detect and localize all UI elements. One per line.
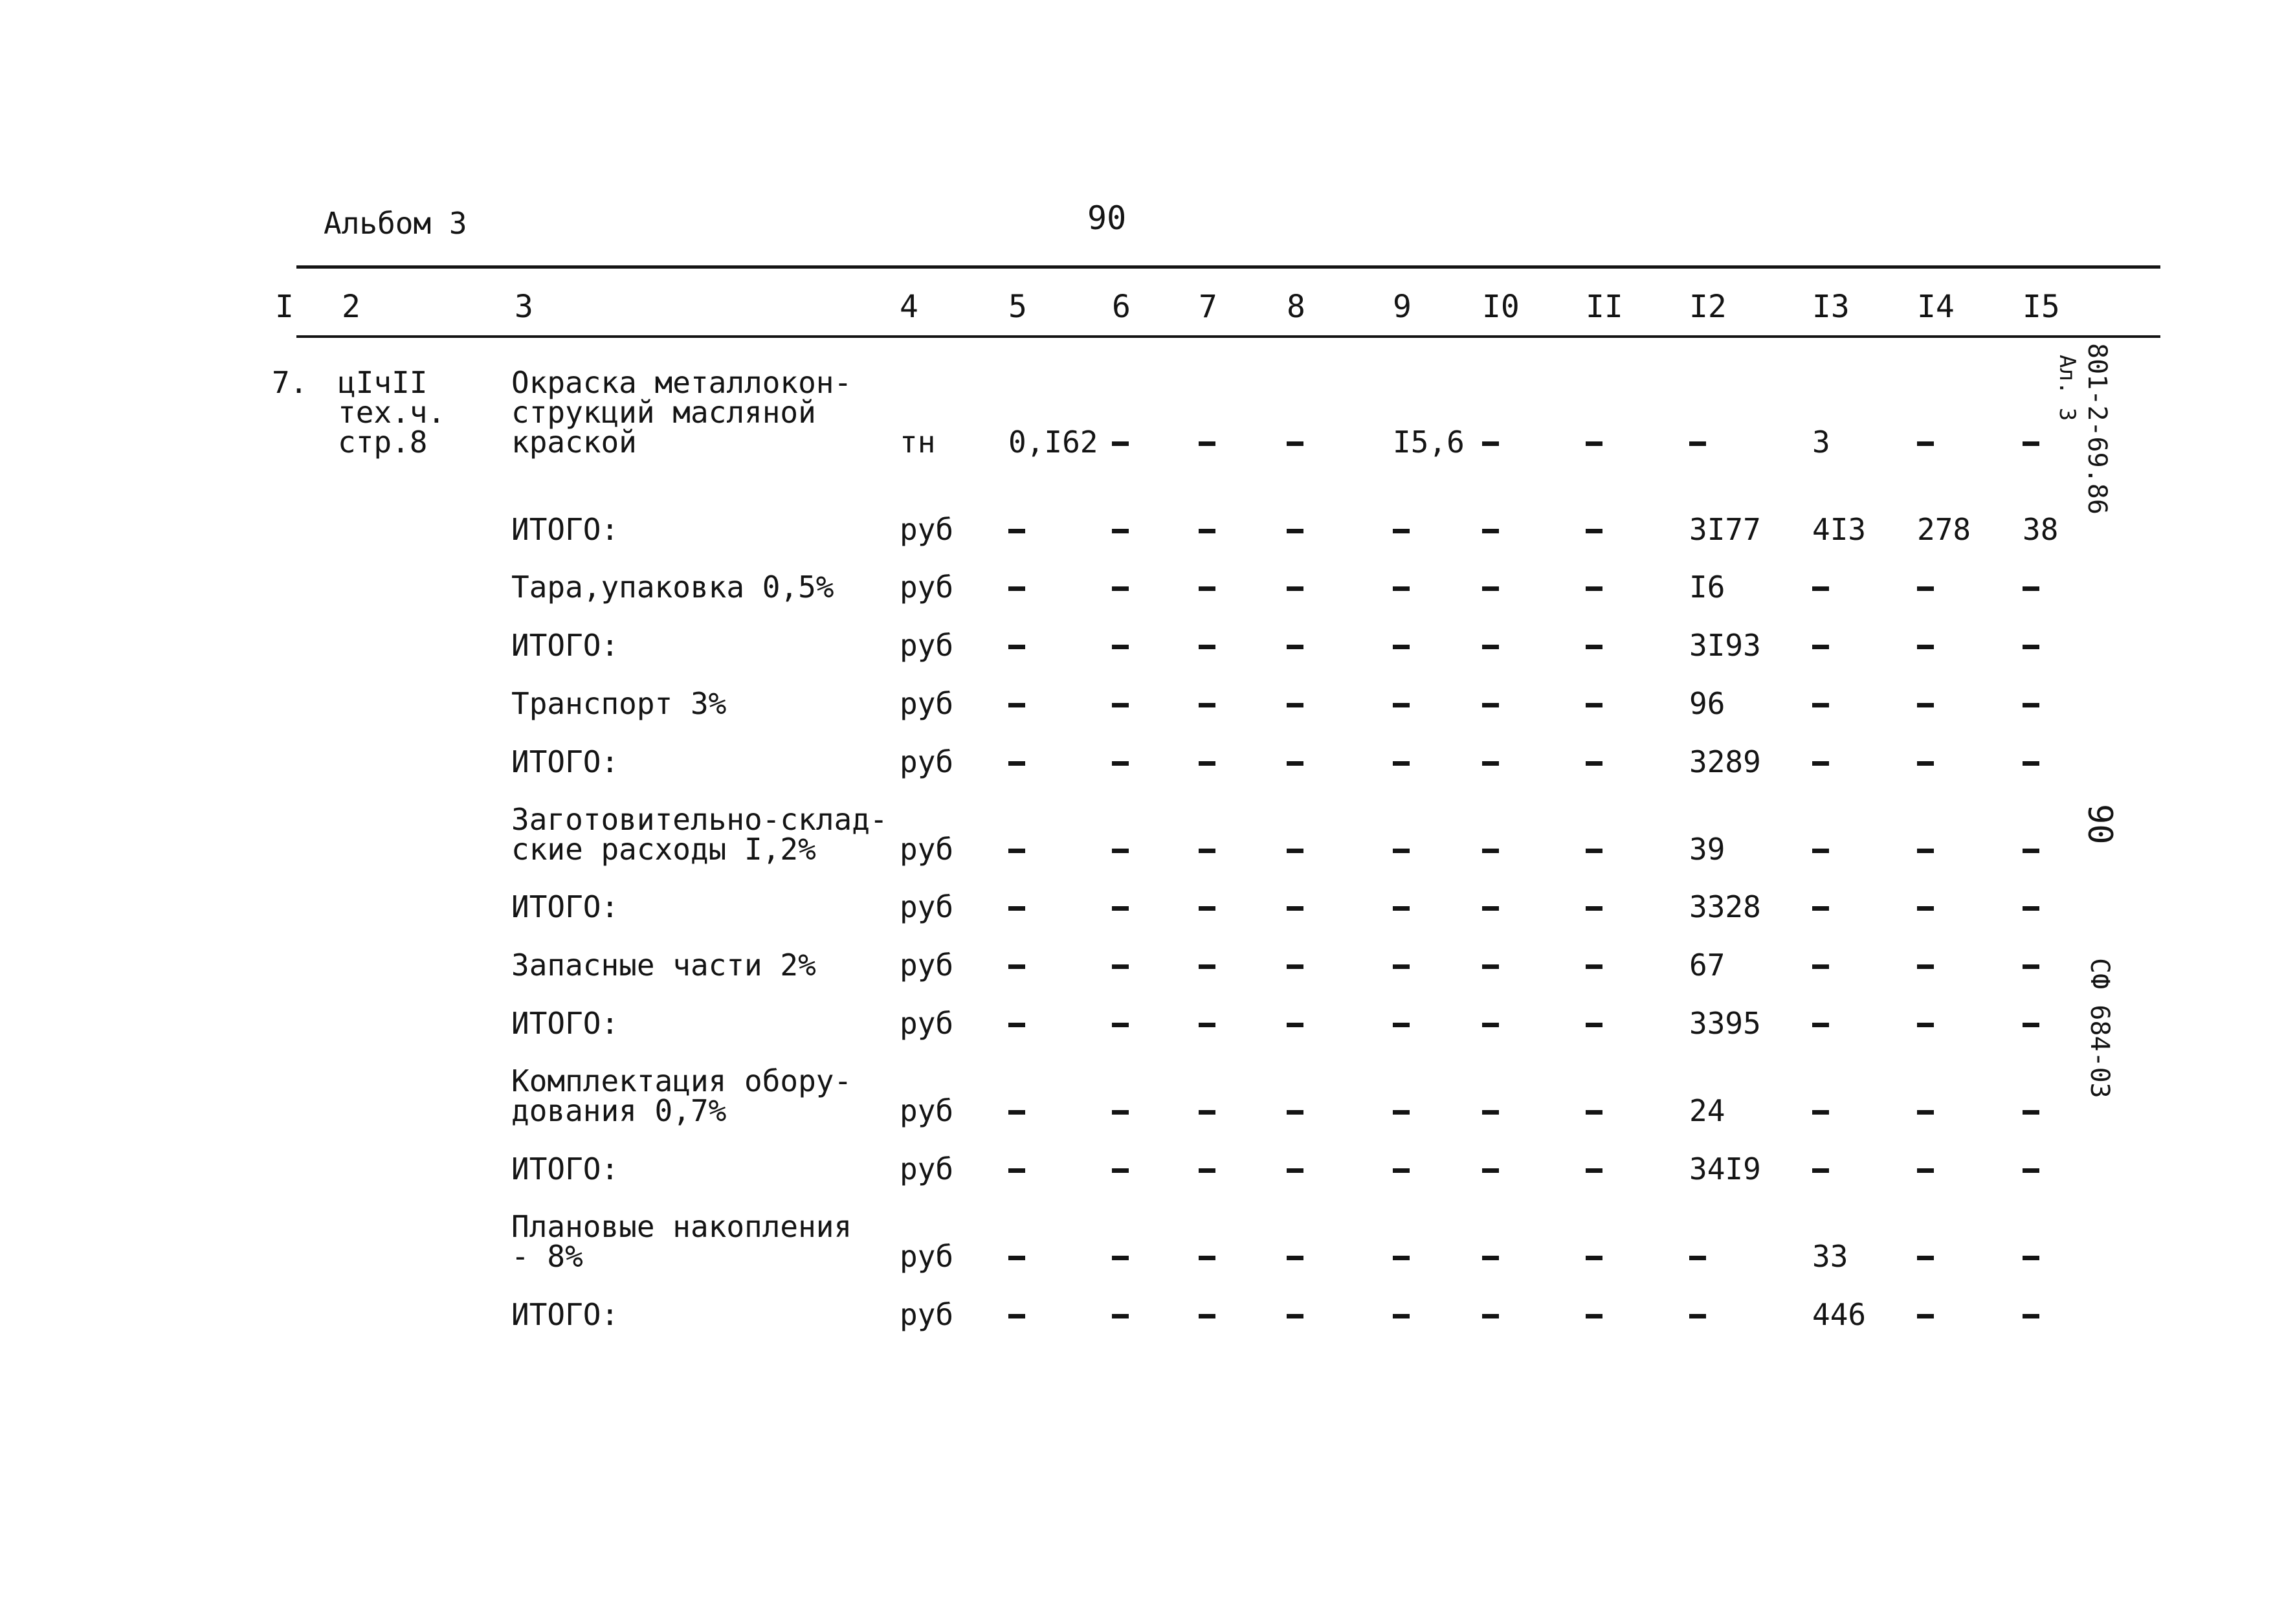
empty-dash bbox=[1917, 964, 1934, 969]
row-name-line: струкций масляной bbox=[511, 395, 816, 430]
row-unit: руб bbox=[900, 832, 954, 867]
empty-dash bbox=[1482, 849, 1499, 853]
empty-dash bbox=[1393, 761, 1410, 766]
row-value: 3I77 bbox=[1689, 512, 1761, 547]
row-unit: руб bbox=[900, 1297, 954, 1332]
empty-dash bbox=[1482, 1314, 1499, 1318]
column-number: 2 bbox=[342, 289, 360, 325]
empty-dash bbox=[1586, 703, 1602, 707]
empty-dash bbox=[1917, 1110, 1934, 1115]
empty-dash bbox=[1287, 1168, 1303, 1173]
empty-dash bbox=[1287, 906, 1303, 911]
empty-dash bbox=[1008, 1256, 1025, 1260]
empty-dash bbox=[1199, 849, 1215, 853]
empty-dash bbox=[1917, 441, 1934, 446]
row-name-line: краской bbox=[511, 425, 637, 460]
empty-dash bbox=[1917, 1168, 1934, 1173]
empty-dash bbox=[1812, 586, 1829, 591]
empty-dash bbox=[1008, 849, 1025, 853]
empty-dash bbox=[1199, 1256, 1215, 1260]
empty-dash bbox=[1812, 1168, 1829, 1173]
empty-dash bbox=[1008, 1168, 1025, 1173]
empty-dash bbox=[1482, 529, 1499, 533]
empty-dash bbox=[1393, 1168, 1410, 1173]
empty-dash bbox=[1482, 964, 1499, 969]
item-reference-line: тех.ч. bbox=[338, 395, 446, 430]
empty-dash bbox=[1812, 964, 1829, 969]
column-number: 3 bbox=[515, 289, 533, 325]
row-unit: руб bbox=[900, 1093, 954, 1128]
empty-dash bbox=[1112, 441, 1129, 446]
row-name-line: Тара,упаковка 0,5% bbox=[511, 570, 834, 605]
row-value: 446 bbox=[1812, 1297, 1867, 1332]
row-value: 0,I62 bbox=[1008, 425, 1098, 460]
empty-dash bbox=[1482, 441, 1499, 446]
empty-dash bbox=[1112, 964, 1129, 969]
empty-dash bbox=[1008, 586, 1025, 591]
empty-dash bbox=[1287, 761, 1303, 766]
row-unit: руб bbox=[900, 1006, 954, 1041]
empty-dash bbox=[1812, 1023, 1829, 1027]
empty-dash bbox=[1586, 1168, 1602, 1173]
empty-dash bbox=[1586, 964, 1602, 969]
column-number: I0 bbox=[1482, 289, 1520, 325]
row-unit: руб bbox=[900, 1239, 954, 1274]
empty-dash bbox=[1917, 586, 1934, 591]
empty-dash bbox=[1287, 441, 1303, 446]
empty-dash bbox=[1586, 761, 1602, 766]
side-series-code: 801-2-69.86 bbox=[2082, 343, 2112, 515]
empty-dash bbox=[1199, 645, 1215, 649]
empty-dash bbox=[1482, 703, 1499, 707]
empty-dash bbox=[1287, 1256, 1303, 1260]
empty-dash bbox=[1112, 761, 1129, 766]
row-name-line: ИТОГО: bbox=[511, 744, 619, 779]
empty-dash bbox=[1917, 849, 1934, 853]
empty-dash bbox=[1112, 703, 1129, 707]
empty-dash bbox=[1112, 906, 1129, 911]
empty-dash bbox=[1393, 1023, 1410, 1027]
empty-dash bbox=[1112, 849, 1129, 853]
row-value: 38 bbox=[2023, 512, 2059, 547]
empty-dash bbox=[1199, 529, 1215, 533]
row-name-line: ИТОГО: bbox=[511, 512, 619, 547]
empty-dash bbox=[1812, 645, 1829, 649]
row-name-line: Комплектация обору- bbox=[511, 1063, 852, 1098]
row-value: I6 bbox=[1689, 570, 1725, 605]
empty-dash bbox=[1199, 703, 1215, 707]
empty-dash bbox=[1482, 1023, 1499, 1027]
empty-dash bbox=[1112, 1168, 1129, 1173]
row-unit: руб bbox=[900, 628, 954, 663]
empty-dash bbox=[1482, 1110, 1499, 1115]
empty-dash bbox=[1008, 1314, 1025, 1318]
empty-dash bbox=[2023, 761, 2039, 766]
row-name-line: Заготовительно-склад- bbox=[511, 802, 888, 837]
row-name-line: Плановые накопления bbox=[511, 1209, 852, 1244]
row-value: 34I9 bbox=[1689, 1151, 1761, 1186]
empty-dash bbox=[1812, 703, 1829, 707]
empty-dash bbox=[1393, 703, 1410, 707]
row-value: 3395 bbox=[1689, 1006, 1761, 1041]
empty-dash bbox=[1112, 529, 1129, 533]
empty-dash bbox=[1287, 964, 1303, 969]
row-name-line: ские расходы I,2% bbox=[511, 832, 816, 867]
empty-dash bbox=[2023, 645, 2039, 649]
column-number: I3 bbox=[1812, 289, 1850, 325]
empty-dash bbox=[1482, 1168, 1499, 1173]
row-value: 39 bbox=[1689, 832, 1725, 867]
row-name-line: - 8% bbox=[511, 1239, 583, 1274]
row-value: 3289 bbox=[1689, 744, 1761, 779]
row-value: 3328 bbox=[1689, 889, 1761, 924]
empty-dash bbox=[1287, 529, 1303, 533]
item-reference-line: цIчII bbox=[338, 365, 428, 400]
empty-dash bbox=[1199, 761, 1215, 766]
empty-dash bbox=[1112, 1110, 1129, 1115]
column-number: I2 bbox=[1689, 289, 1727, 325]
empty-dash bbox=[1917, 1023, 1934, 1027]
row-unit: руб bbox=[900, 686, 954, 721]
empty-dash bbox=[1482, 761, 1499, 766]
empty-dash bbox=[1393, 645, 1410, 649]
empty-dash bbox=[1812, 761, 1829, 766]
empty-dash bbox=[1917, 645, 1934, 649]
empty-dash bbox=[1287, 1314, 1303, 1318]
empty-dash bbox=[1812, 849, 1829, 853]
empty-dash bbox=[1393, 1314, 1410, 1318]
empty-dash bbox=[1287, 586, 1303, 591]
empty-dash bbox=[1199, 906, 1215, 911]
row-unit: руб bbox=[900, 948, 954, 983]
empty-dash bbox=[2023, 586, 2039, 591]
empty-dash bbox=[2023, 906, 2039, 911]
empty-dash bbox=[1287, 1023, 1303, 1027]
empty-dash bbox=[1482, 586, 1499, 591]
column-number: I4 bbox=[1917, 289, 1955, 325]
column-number: I5 bbox=[2023, 289, 2060, 325]
column-number: 6 bbox=[1112, 289, 1131, 325]
page-number: 90 bbox=[1087, 199, 1127, 237]
album-label: Альбом 3 bbox=[324, 206, 467, 241]
empty-dash bbox=[1393, 1110, 1410, 1115]
row-name-line: ИТОГО: bbox=[511, 1297, 619, 1332]
empty-dash bbox=[1917, 703, 1934, 707]
row-value: 3 bbox=[1812, 425, 1830, 460]
empty-dash bbox=[1199, 586, 1215, 591]
empty-dash bbox=[1586, 906, 1602, 911]
column-number: 5 bbox=[1008, 289, 1027, 325]
empty-dash bbox=[2023, 1168, 2039, 1173]
empty-dash bbox=[1689, 441, 1706, 446]
empty-dash bbox=[1287, 849, 1303, 853]
empty-dash bbox=[1008, 1023, 1025, 1027]
row-unit: руб bbox=[900, 512, 954, 547]
empty-dash bbox=[1287, 703, 1303, 707]
empty-dash bbox=[1112, 586, 1129, 591]
empty-dash bbox=[1482, 906, 1499, 911]
empty-dash bbox=[1482, 1256, 1499, 1260]
empty-dash bbox=[2023, 964, 2039, 969]
row-name-line: ИТОГО: bbox=[511, 628, 619, 663]
side-album-ref: Ал. 3 bbox=[2054, 355, 2080, 421]
row-unit: руб bbox=[900, 744, 954, 779]
empty-dash bbox=[1586, 441, 1602, 446]
row-value: 278 bbox=[1917, 512, 1971, 547]
empty-dash bbox=[1917, 761, 1934, 766]
empty-dash bbox=[1112, 1314, 1129, 1318]
empty-dash bbox=[2023, 441, 2039, 446]
item-reference-line: стр.8 bbox=[338, 425, 428, 460]
empty-dash bbox=[1199, 1168, 1215, 1173]
empty-dash bbox=[1393, 586, 1410, 591]
row-value: I5,6 bbox=[1393, 425, 1465, 460]
empty-dash bbox=[1008, 703, 1025, 707]
column-number: 8 bbox=[1287, 289, 1305, 325]
row-unit: руб bbox=[900, 889, 954, 924]
table-top-rule bbox=[296, 265, 2160, 269]
row-name-line: ИТОГО: bbox=[511, 1151, 619, 1186]
empty-dash bbox=[1393, 906, 1410, 911]
empty-dash bbox=[1393, 1256, 1410, 1260]
empty-dash bbox=[1199, 1023, 1215, 1027]
empty-dash bbox=[1393, 964, 1410, 969]
empty-dash bbox=[1586, 849, 1602, 853]
row-name-line: Запасные части 2% bbox=[511, 948, 816, 983]
header-bottom-rule bbox=[296, 335, 2160, 338]
empty-dash bbox=[2023, 1023, 2039, 1027]
empty-dash bbox=[1008, 645, 1025, 649]
row-name-line: ИТОГО: bbox=[511, 1006, 619, 1041]
empty-dash bbox=[1008, 529, 1025, 533]
empty-dash bbox=[2023, 849, 2039, 853]
row-unit: руб bbox=[900, 1151, 954, 1186]
empty-dash bbox=[1689, 1314, 1706, 1318]
empty-dash bbox=[1112, 1023, 1129, 1027]
empty-dash bbox=[1008, 761, 1025, 766]
empty-dash bbox=[1199, 441, 1215, 446]
empty-dash bbox=[1287, 1110, 1303, 1115]
empty-dash bbox=[1393, 529, 1410, 533]
column-number: I bbox=[275, 289, 294, 325]
empty-dash bbox=[1917, 1314, 1934, 1318]
row-unit: руб bbox=[900, 570, 954, 605]
column-number: 7 bbox=[1199, 289, 1217, 325]
empty-dash bbox=[1008, 906, 1025, 911]
empty-dash bbox=[1812, 906, 1829, 911]
empty-dash bbox=[2023, 1314, 2039, 1318]
row-name-line: ИТОГО: bbox=[511, 889, 619, 924]
empty-dash bbox=[1008, 964, 1025, 969]
empty-dash bbox=[1917, 1256, 1934, 1260]
empty-dash bbox=[1917, 906, 1934, 911]
row-name-line: Окраска металлокон- bbox=[511, 365, 852, 400]
empty-dash bbox=[2023, 1256, 2039, 1260]
row-value: 4I3 bbox=[1812, 512, 1867, 547]
empty-dash bbox=[1689, 1256, 1706, 1260]
empty-dash bbox=[1112, 1256, 1129, 1260]
item-number: 7. bbox=[272, 365, 308, 400]
side-document-code: СФ 684-03 bbox=[2085, 958, 2114, 1098]
empty-dash bbox=[1586, 1314, 1602, 1318]
empty-dash bbox=[1586, 645, 1602, 649]
column-number: 4 bbox=[900, 289, 918, 325]
empty-dash bbox=[1586, 1256, 1602, 1260]
empty-dash bbox=[2023, 703, 2039, 707]
empty-dash bbox=[1112, 645, 1129, 649]
empty-dash bbox=[1199, 1314, 1215, 1318]
empty-dash bbox=[1586, 1110, 1602, 1115]
row-name-line: дования 0,7% bbox=[511, 1093, 727, 1128]
row-name-line: Транспорт 3% bbox=[511, 686, 727, 721]
empty-dash bbox=[1482, 645, 1499, 649]
empty-dash bbox=[1393, 849, 1410, 853]
empty-dash bbox=[1199, 964, 1215, 969]
side-page-number: 90 bbox=[2080, 804, 2119, 845]
empty-dash bbox=[1586, 1023, 1602, 1027]
row-unit: тн bbox=[900, 425, 936, 460]
row-value: 3I93 bbox=[1689, 628, 1761, 663]
empty-dash bbox=[1008, 1110, 1025, 1115]
row-value: 67 bbox=[1689, 948, 1725, 983]
row-value: 96 bbox=[1689, 686, 1725, 721]
empty-dash bbox=[1586, 586, 1602, 591]
empty-dash bbox=[1812, 1110, 1829, 1115]
column-number: 9 bbox=[1393, 289, 1412, 325]
empty-dash bbox=[1287, 645, 1303, 649]
empty-dash bbox=[2023, 1110, 2039, 1115]
row-value: 33 bbox=[1812, 1239, 1848, 1274]
empty-dash bbox=[1586, 529, 1602, 533]
column-number: II bbox=[1586, 289, 1623, 325]
row-value: 24 bbox=[1689, 1093, 1725, 1128]
empty-dash bbox=[1199, 1110, 1215, 1115]
